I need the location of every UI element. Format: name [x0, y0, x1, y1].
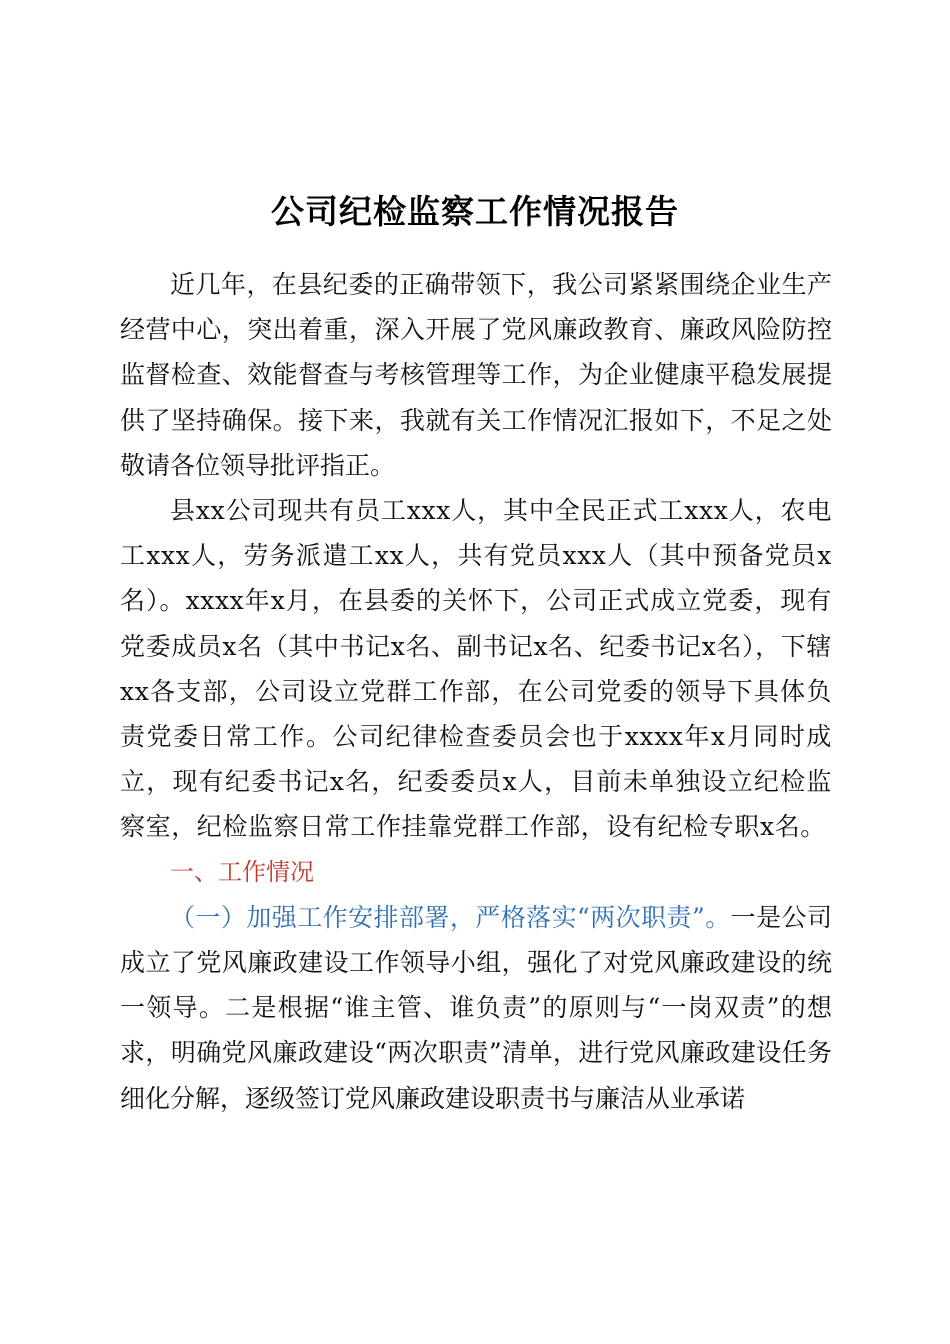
subsection-text: 一是公司成立了党风廉政建设工作领导小组，强化了对党风廉政建设的统一领导。二是根据“谁主管、谁负责”的原则与“一岗双责”的想求，明确党风廉政建设“两次职责”清单，进行党风廉政建设任务细化分解，逐级签订党风廉政建设职责书与廉洁从业承诺: [120, 902, 832, 1113]
document-title: 公司纪检监察工作情况报告: [271, 192, 679, 231]
subsection-paragraph: [120, 895, 832, 1121]
document-body: [120, 262, 832, 1121]
paragraph-company-overview: 县xx公司现共有员工xxx人，其中全民正式工xxx人，农电工xxx人，劳务派遣工xx人，共有党员xxx人（其中预备党员x名）。xxxx年x月，在县委的关怀下，公司正式成立党委，现有党委成员x名（其中书记x名、副书记x名、纪委书记x名），下辖xx各支部，公司设立党群工作部，在公司党委的领导下具体负责党委日常工作。公司纪律检查委员会也于xxxx年x月同时成立，现有纪委书记x名，纪委委员x人，目前未单独设立纪检监察室，纪检监察日常工作挂靠党群工作部，设有纪检专职x名。: [120, 496, 832, 842]
paragraph-intro: 近几年，在县纪委的正确带领下，我公司紧紧围绕企业生产经营中心，突出着重，深入开展了党风廉政教育、廉政风险防控监督检查、效能督查与考核管理等工作，为企业健康平稳发展提供了坚持确保。接下来，我就有关工作情况汇报如下，不足之处敬请各位领导批评指正。: [120, 270, 832, 480]
subsection-heading: （一）加强工作安排部署，严格落实“两次职责”。: [170, 902, 731, 932]
section-heading-work-status: 一、工作情况: [170, 857, 314, 886]
